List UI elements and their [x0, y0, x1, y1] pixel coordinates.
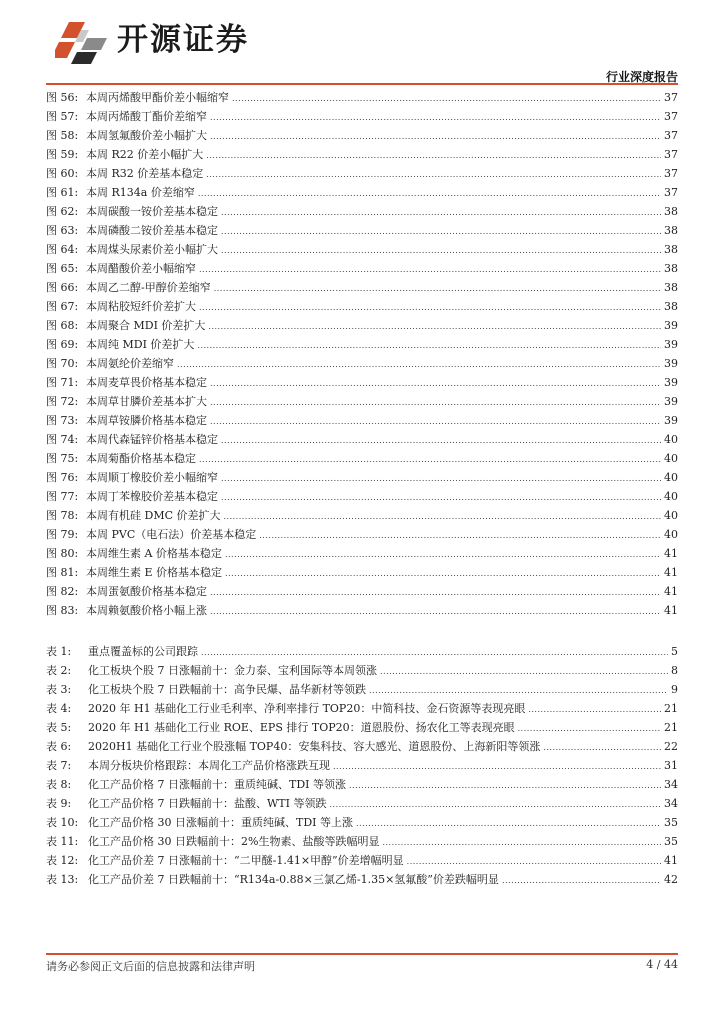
entry-title: 2020 年 H1 基础化工行业 ROE、EPS 排行 TOP20：道恩股份、扬农化工等表现亮眼 — [88, 721, 515, 734]
entry-label: 图 69: — [46, 338, 79, 351]
entry-label: 图 57: — [46, 110, 79, 123]
entry-page-number: 40 — [664, 471, 678, 484]
entry-label: 表 10: — [46, 816, 79, 829]
entry-page-number: 40 — [664, 490, 678, 503]
entry-page-number: 34 — [664, 778, 678, 791]
entry-title: 本周麦草畏价格基本稳定 — [86, 376, 207, 389]
figure-entry[interactable] — [46, 164, 678, 183]
entry-page-number: 35 — [664, 835, 678, 848]
figure-entry[interactable] — [46, 335, 678, 354]
dot-leader — [356, 814, 661, 833]
entry-label: 图 82: — [46, 585, 79, 598]
entry-title: 本周草铵膦价格基本稳定 — [86, 414, 207, 427]
entry-page-number: 37 — [664, 186, 678, 199]
entry-label: 表 6: — [46, 740, 72, 753]
entry-label: 图 60: — [46, 167, 79, 180]
entry-title: 化工产品价格 7 日跌幅前十：盐酸、WTI 等领跌 — [88, 797, 327, 810]
dot-leader — [225, 564, 661, 583]
figure-entry[interactable] — [46, 183, 678, 202]
figure-entry[interactable] — [46, 278, 678, 297]
entry-title: 2020H1 基础化工行业个股涨幅 TOP40：安集科技、容大感光、道恩股份、上海新阳等领涨 — [88, 740, 541, 753]
entry-title: 化工产品价格 30 日涨幅前十：重质纯碱、TDI 等上涨 — [88, 816, 353, 829]
entry-label: 图 78: — [46, 509, 79, 522]
dot-leader — [329, 795, 661, 814]
entry-label: 图 61: — [46, 186, 79, 199]
dot-leader — [407, 852, 661, 871]
entry-title: 本周氢氟酸价差小幅扩大 — [86, 129, 207, 142]
entry-label: 表 7: — [46, 759, 72, 772]
entry-page-number: 37 — [664, 167, 678, 180]
figure-entry[interactable] — [46, 468, 678, 487]
figure-entry[interactable] — [46, 88, 678, 107]
entry-title: 本周 R32 价差基本稳定 — [86, 167, 204, 180]
dot-leader — [210, 127, 661, 146]
header-divider — [46, 83, 678, 85]
entry-title: 化工板块个股 7 日涨幅前十：金力泰、宝利国际等本周领涨 — [88, 664, 377, 677]
entry-title: 本周赖氨酸价格小幅上涨 — [86, 604, 207, 617]
entry-page-number: 5 — [671, 645, 678, 658]
footer-divider — [46, 953, 678, 955]
entry-title: 本周 PVC（电石法）价差基本稳定 — [86, 528, 257, 541]
entry-label: 表 11: — [46, 835, 79, 848]
dot-leader — [221, 488, 661, 507]
entry-label: 图 68: — [46, 319, 79, 332]
entry-label: 图 72: — [46, 395, 79, 408]
figure-entry[interactable] — [46, 373, 678, 392]
entry-label: 图 81: — [46, 566, 79, 579]
dot-leader — [197, 336, 661, 355]
table-index — [46, 642, 678, 889]
entry-page-number: 31 — [664, 759, 678, 772]
figure-entry[interactable] — [46, 221, 678, 240]
dot-leader — [369, 681, 668, 700]
figure-entry[interactable] — [46, 259, 678, 278]
dot-leader — [208, 317, 661, 336]
entry-page-number: 38 — [664, 205, 678, 218]
dot-leader — [502, 871, 661, 890]
entry-label: 图 71: — [46, 376, 79, 389]
entry-page-number: 21 — [664, 702, 678, 715]
dot-leader — [210, 374, 661, 393]
entry-label: 表 13: — [46, 873, 79, 886]
entry-title: 本周草甘膦价差基本扩大 — [86, 395, 207, 408]
entry-title: 本周氨纶价差缩窄 — [86, 357, 174, 370]
entry-page-number: 38 — [664, 224, 678, 237]
entry-label: 图 75: — [46, 452, 79, 465]
table-entry[interactable] — [46, 642, 678, 661]
entry-title: 本周乙二醇-甲醇价差缩窄 — [86, 281, 211, 294]
entry-title: 化工产品价格 30 日跌幅前十：2%生物素、盐酸等跌幅明显 — [88, 835, 380, 848]
entry-page-number: 40 — [664, 452, 678, 465]
dot-leader — [259, 526, 661, 545]
table-entry[interactable] — [46, 832, 678, 851]
figure-index — [46, 88, 678, 620]
dot-leader — [221, 203, 661, 222]
table-entry[interactable] — [46, 661, 678, 680]
entry-title: 本周维生素 A 价格基本稳定 — [86, 547, 222, 560]
figure-entry[interactable] — [46, 411, 678, 430]
dot-leader — [214, 279, 661, 298]
dot-leader — [518, 719, 661, 738]
dot-leader — [543, 738, 661, 757]
figure-entry[interactable] — [46, 487, 678, 506]
entry-title: 化工板块个股 7 日跌幅前十：高争民爆、晶华新材等领跌 — [88, 683, 366, 696]
dot-leader — [210, 583, 661, 602]
kaiyuan-logo-icon — [55, 18, 111, 66]
entry-title: 本周代森锰锌价格基本稳定 — [86, 433, 218, 446]
entry-page-number: 38 — [664, 243, 678, 256]
entry-label: 图 77: — [46, 490, 79, 503]
entry-page-number: 37 — [664, 110, 678, 123]
entry-title: 本周碳酸一铵价差基本稳定 — [86, 205, 218, 218]
entry-title: 本周菊酯价格基本稳定 — [86, 452, 196, 465]
entry-title: 本周蛋氨酸价格基本稳定 — [86, 585, 207, 598]
figure-entry[interactable] — [46, 107, 678, 126]
entry-title: 本周纯 MDI 价差扩大 — [86, 338, 195, 351]
entry-page-number: 42 — [664, 873, 678, 886]
entry-page-number: 37 — [664, 91, 678, 104]
entry-page-number: 8 — [671, 664, 678, 677]
table-entry[interactable] — [46, 775, 678, 794]
dot-leader — [333, 757, 661, 776]
figure-entry[interactable] — [46, 316, 678, 335]
entry-title: 2020 年 H1 基础化工行业毛利率、净利率排行 TOP20：中简科技、金石资源等表现亮眼 — [88, 702, 526, 715]
table-entry[interactable] — [46, 718, 678, 737]
entry-page-number: 39 — [664, 357, 678, 370]
entry-label: 图 64: — [46, 243, 79, 256]
entry-page-number: 37 — [664, 129, 678, 142]
table-entry[interactable] — [46, 699, 678, 718]
entry-page-number: 40 — [664, 528, 678, 541]
entry-label: 图 56: — [46, 91, 79, 104]
entry-page-number: 41 — [664, 854, 678, 867]
entry-page-number: 40 — [664, 433, 678, 446]
entry-label: 图 83: — [46, 604, 79, 617]
dot-leader — [232, 89, 661, 108]
dot-leader — [221, 222, 661, 241]
dot-leader — [206, 146, 661, 165]
entry-page-number: 38 — [664, 300, 678, 313]
entry-page-number: 38 — [664, 262, 678, 275]
figure-entry[interactable] — [46, 582, 678, 601]
figure-entry[interactable] — [46, 601, 678, 620]
entry-page-number: 40 — [664, 509, 678, 522]
company-logo — [55, 14, 285, 70]
figure-entry[interactable] — [46, 506, 678, 525]
dot-leader — [210, 602, 661, 621]
entry-title: 本周丙烯酸甲酯价差小幅缩窄 — [86, 91, 229, 104]
dot-leader — [210, 393, 661, 412]
entry-label: 表 12: — [46, 854, 79, 867]
entry-label: 图 66: — [46, 281, 79, 294]
figure-entry[interactable] — [46, 240, 678, 259]
table-entry[interactable] — [46, 756, 678, 775]
entry-title: 重点覆盖标的公司跟踪 — [88, 645, 198, 658]
figure-entry[interactable] — [46, 449, 678, 468]
entry-label: 图 65: — [46, 262, 79, 275]
table-entry[interactable] — [46, 737, 678, 756]
entry-label: 表 4: — [46, 702, 72, 715]
figure-entry[interactable] — [46, 126, 678, 145]
entry-title: 本周丙烯酸丁酯价差缩窄 — [86, 110, 207, 123]
company-name: 开源证券 — [117, 22, 249, 58]
dot-leader — [382, 833, 661, 852]
entry-title: 本周 R22 价差小幅扩大 — [86, 148, 204, 161]
page-number: 4 / 44 — [646, 958, 678, 971]
entry-label: 表 9: — [46, 797, 72, 810]
dot-leader — [528, 700, 661, 719]
entry-page-number: 39 — [664, 338, 678, 351]
entry-page-number: 41 — [664, 566, 678, 579]
entry-title: 本周顺丁橡胶价差小幅缩窄 — [86, 471, 218, 484]
entry-page-number: 41 — [664, 547, 678, 560]
dot-leader — [198, 184, 661, 203]
entry-title: 本周醋酸价差小幅缩窄 — [86, 262, 196, 275]
figure-entry[interactable] — [46, 297, 678, 316]
dot-leader — [210, 108, 661, 127]
entry-page-number: 39 — [664, 395, 678, 408]
entry-label: 图 74: — [46, 433, 79, 446]
entry-page-number: 9 — [671, 683, 678, 696]
entry-label: 表 1: — [46, 645, 72, 658]
entry-page-number: 41 — [664, 585, 678, 598]
dot-leader — [206, 165, 661, 184]
dot-leader — [177, 355, 661, 374]
report-type-label: 行业深度报告 — [605, 70, 678, 84]
dot-leader — [199, 260, 661, 279]
entry-label: 表 5: — [46, 721, 72, 734]
entry-label: 图 59: — [46, 148, 79, 161]
entry-title: 本周粘胶短纤价差扩大 — [86, 300, 196, 313]
dot-leader — [221, 431, 661, 450]
entry-page-number: 41 — [664, 604, 678, 617]
dot-leader — [225, 545, 661, 564]
figure-entry[interactable] — [46, 392, 678, 411]
entry-title: 本周丁苯橡胶价差基本稳定 — [86, 490, 218, 503]
entry-title: 本周分板块价格跟踪：本周化工产品价格涨跌互现 — [88, 759, 330, 772]
disclaimer-text: 请务必参阅正文后面的信息披露和法律声明 — [46, 960, 255, 973]
dot-leader — [221, 469, 661, 488]
entry-label: 图 62: — [46, 205, 79, 218]
entry-title: 本周 R134a 价差缩窄 — [86, 186, 195, 199]
entry-label: 图 58: — [46, 129, 79, 142]
figure-entry[interactable] — [46, 354, 678, 373]
entry-label: 图 80: — [46, 547, 79, 560]
figure-entry[interactable] — [46, 145, 678, 164]
entry-page-number: 37 — [664, 148, 678, 161]
figure-entry[interactable] — [46, 525, 678, 544]
table-entry[interactable] — [46, 813, 678, 832]
dot-leader — [224, 507, 662, 526]
entry-label: 图 67: — [46, 300, 79, 313]
figure-entry[interactable] — [46, 202, 678, 221]
entry-label: 图 76: — [46, 471, 79, 484]
dot-leader — [199, 298, 661, 317]
entry-label: 图 63: — [46, 224, 79, 237]
table-entry[interactable] — [46, 870, 678, 889]
entry-title: 化工产品价格 7 日涨幅前十：重质纯碱、TDI 等领涨 — [88, 778, 346, 791]
figure-entry[interactable] — [46, 563, 678, 582]
figure-entry[interactable] — [46, 544, 678, 563]
dot-leader — [221, 241, 661, 260]
entry-label: 表 2: — [46, 664, 72, 677]
entry-title: 本周聚合 MDI 价差扩大 — [86, 319, 206, 332]
entry-page-number: 39 — [664, 376, 678, 389]
table-entry[interactable] — [46, 680, 678, 699]
figure-entry[interactable] — [46, 430, 678, 449]
entry-page-number: 39 — [664, 319, 678, 332]
dot-leader — [199, 450, 661, 469]
entry-page-number: 35 — [664, 816, 678, 829]
table-entry[interactable] — [46, 794, 678, 813]
dot-leader — [349, 776, 661, 795]
entry-title: 本周煤头尿素价差小幅扩大 — [86, 243, 218, 256]
entry-title: 本周磷酸二铵价差基本稳定 — [86, 224, 218, 237]
entry-title: 本周维生素 E 价格基本稳定 — [86, 566, 223, 579]
dot-leader — [380, 662, 668, 681]
entry-page-number: 34 — [664, 797, 678, 810]
entry-page-number: 38 — [664, 281, 678, 294]
entry-label: 图 70: — [46, 357, 79, 370]
dot-leader — [201, 643, 668, 662]
entry-title: 化工产品价差 7 日跌幅前十：“R134a-0.88×三氯乙烯-1.35×氢氟酸”价差跌幅明显 — [88, 873, 499, 886]
entry-title: 本周有机硅 DMC 价差扩大 — [86, 509, 221, 522]
entry-page-number: 21 — [664, 721, 678, 734]
entry-title: 化工产品价差 7 日涨幅前十：“二甲醚-1.41×甲醇”价差增幅明显 — [88, 854, 404, 867]
entry-label: 图 79: — [46, 528, 79, 541]
entry-label: 图 73: — [46, 414, 79, 427]
entry-label: 表 3: — [46, 683, 72, 696]
table-entry[interactable] — [46, 851, 678, 870]
entry-page-number: 22 — [664, 740, 678, 753]
entry-page-number: 39 — [664, 414, 678, 427]
entry-label: 表 8: — [46, 778, 72, 791]
dot-leader — [210, 412, 661, 431]
